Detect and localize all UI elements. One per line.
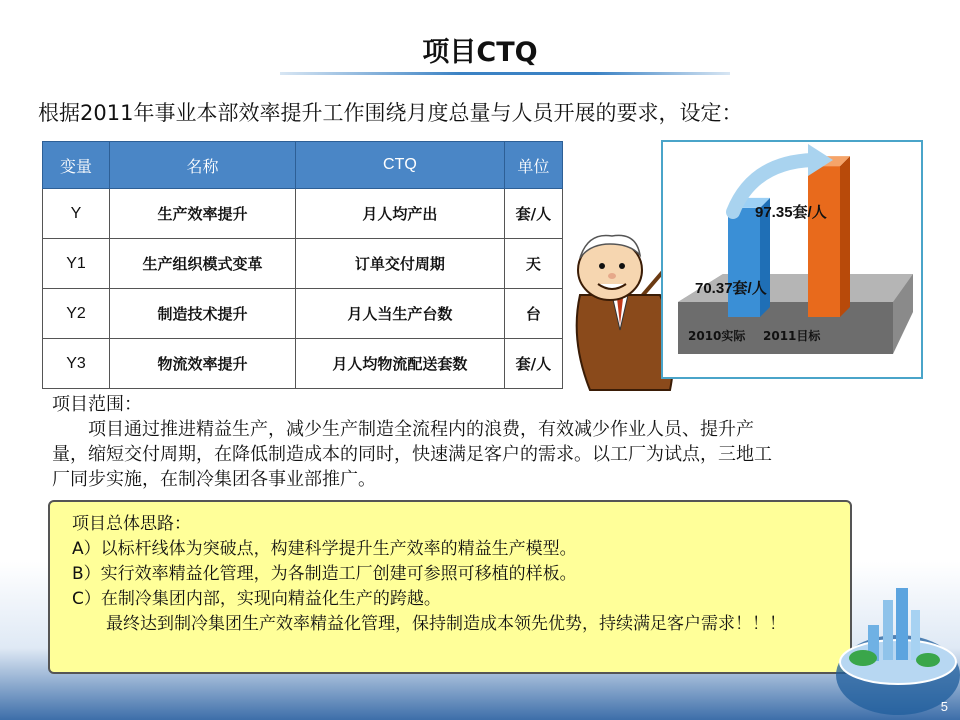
- cell-ctq: 月人均产出: [296, 189, 505, 239]
- cell-variable: Y3: [43, 339, 110, 389]
- cell-name: 制造技术提升: [110, 289, 296, 339]
- title-underline: [280, 72, 730, 75]
- cell-variable: Y2: [43, 289, 110, 339]
- approach-line-a: A）以标杆线体为突破点，构建科学提升生产效率的精益生产模型。: [72, 539, 577, 559]
- cell-variable: Y1: [43, 239, 110, 289]
- page-number: 5: [940, 699, 948, 714]
- approach-line-c: C）在制冷集团内部，实现向精益化生产的跨越。: [72, 589, 441, 609]
- scope-body: 项目通过推进精益生产，减少生产制造全流程内的浪费，有效减少作业人员、提升产量，缩短交付周期，在降低制造成本的同时，快速满足客户的需求。以工厂为试点，三地工厂同步实施，在制冷集团各事业部推广。: [52, 419, 772, 490]
- slide-title: 项目CTQ: [422, 37, 538, 68]
- bar-side-1: [840, 156, 850, 317]
- bar-value-label-0: 70.37套/人: [695, 280, 767, 297]
- cell-unit: 套/人: [504, 189, 562, 239]
- approach-conclusion: 最终达到制冷集团生产效率精益化管理，保持制造成本领先优势，持续满足客户需求！！！: [106, 614, 786, 634]
- cell-unit: 套/人: [504, 339, 562, 389]
- cell-ctq: 订单交付周期: [296, 239, 505, 289]
- cell-unit: 天: [504, 239, 562, 289]
- category-label-1: 2011目标: [763, 329, 821, 343]
- table-row: [43, 189, 563, 239]
- approach-section: [72, 512, 842, 637]
- cell-ctq: 月人均物流配送套数: [296, 339, 505, 389]
- scope-heading: 项目范围：: [52, 394, 142, 415]
- cell-ctq: 月人当生产台数: [296, 289, 505, 339]
- scope-section: [52, 392, 772, 492]
- table-row: [43, 239, 563, 289]
- chart-floor-front: [678, 302, 893, 354]
- bar-1: [808, 166, 840, 317]
- bar-chart: [663, 142, 919, 375]
- approach-line-b: B）实行效率精益化管理，为各制造工厂创建可参照可移植的样板。: [72, 564, 577, 584]
- header-cell: 名称: [110, 142, 296, 189]
- cell-name: 物流效率提升: [110, 339, 296, 389]
- header-cell: CTQ: [296, 142, 505, 189]
- cell-name: 生产效率提升: [110, 189, 296, 239]
- cell-unit: 台: [504, 289, 562, 339]
- table-header-row: [43, 142, 563, 189]
- category-label-0: 2010实际: [688, 329, 746, 343]
- header-cell: 变量: [43, 142, 110, 189]
- table-row: [43, 289, 563, 339]
- cell-variable: Y: [43, 189, 110, 239]
- header-cell: 单位: [504, 142, 562, 189]
- approach-heading: 项目总体思路：: [72, 514, 191, 534]
- bar-value-label-1: 97.35套/人: [755, 204, 827, 221]
- ctq-table: [42, 141, 563, 389]
- intro-text: 根据2011年事业本部效率提升工作围绕月度总量与人员开展的要求，设定：: [38, 101, 743, 125]
- cell-name: 生产组织模式变革: [110, 239, 296, 289]
- table-row: [43, 339, 563, 389]
- bar-0: [728, 208, 760, 317]
